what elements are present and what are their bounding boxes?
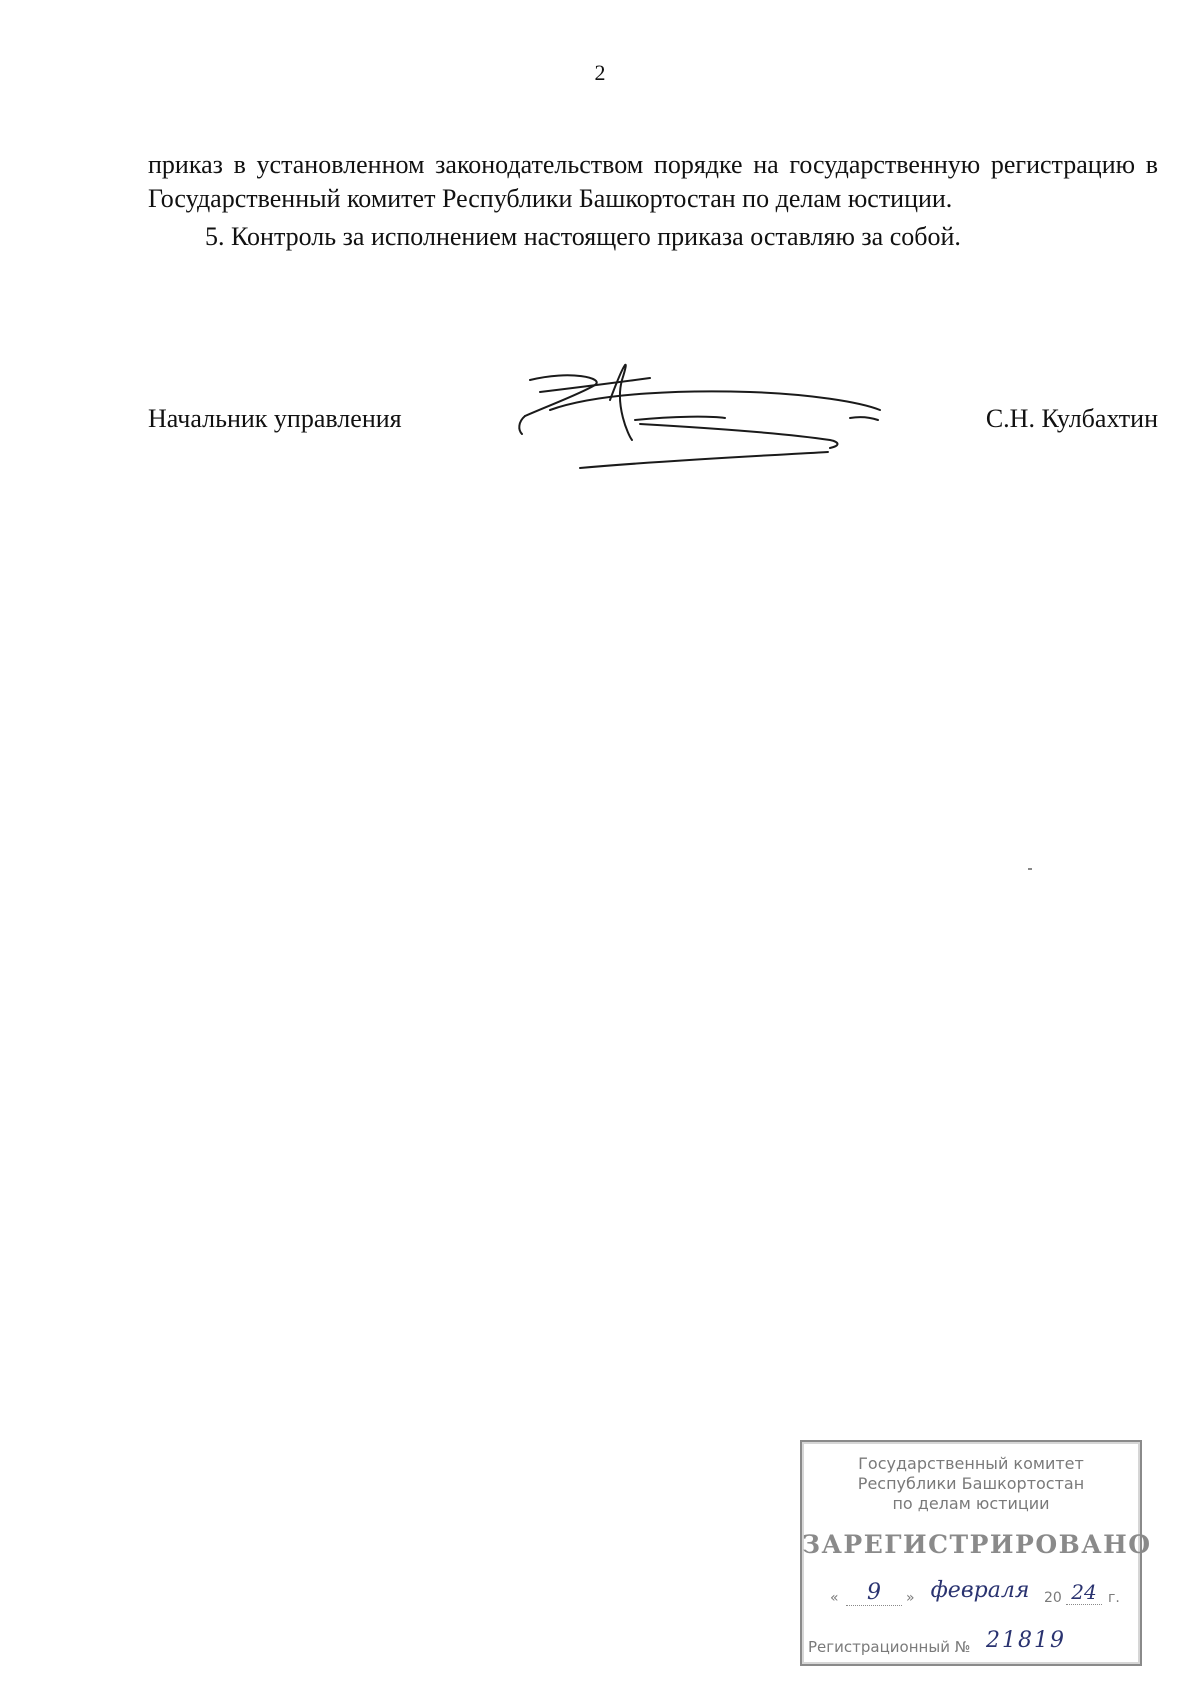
date-quote-open: « — [830, 1590, 839, 1606]
stamp-date — [830, 1580, 1130, 1610]
stamp-registration-number — [808, 1628, 1138, 1658]
signature-block — [148, 404, 1158, 438]
stamp-org-line-3: по делам юстиции — [892, 1494, 1050, 1513]
stamp-org-line-1: Государственный комитет — [858, 1454, 1084, 1473]
paragraph-registration: приказ в установленном законодательством порядке на государственную регистрацию в Государственный комитет Республики Башкортостан по делам юстиции. — [148, 150, 1158, 213]
date-year-suffix: г. — [1108, 1590, 1120, 1606]
date-year: 24 — [1066, 1580, 1102, 1605]
signatory-position: Начальник управления — [148, 404, 402, 433]
registration-stamp — [800, 1440, 1152, 1666]
page-number: 2 — [594, 60, 606, 85]
stamp-org-line-2: Республики Башкортостан — [857, 1474, 1085, 1493]
scan-speck — [1028, 868, 1032, 870]
signatory-name: С.Н. Кулбахтин — [985, 404, 1158, 433]
stamp-status: ЗАРЕГИСТРИРОВАНО — [802, 1530, 1152, 1559]
regnum-label: Регистрационный № — [808, 1638, 971, 1656]
regnum-value: 21819 — [986, 1628, 1066, 1653]
paragraph-control: 5. Контроль за исполнением настоящего приказа оставляю за собой. — [205, 222, 961, 251]
date-day: 9 — [846, 1580, 902, 1606]
date-year-prefix: 20 — [1044, 1590, 1062, 1606]
stamp-organization — [802, 1454, 1140, 1514]
date-month: февраля — [930, 1578, 1030, 1603]
date-quote-close: » — [906, 1590, 915, 1606]
document-body — [148, 148, 1158, 254]
